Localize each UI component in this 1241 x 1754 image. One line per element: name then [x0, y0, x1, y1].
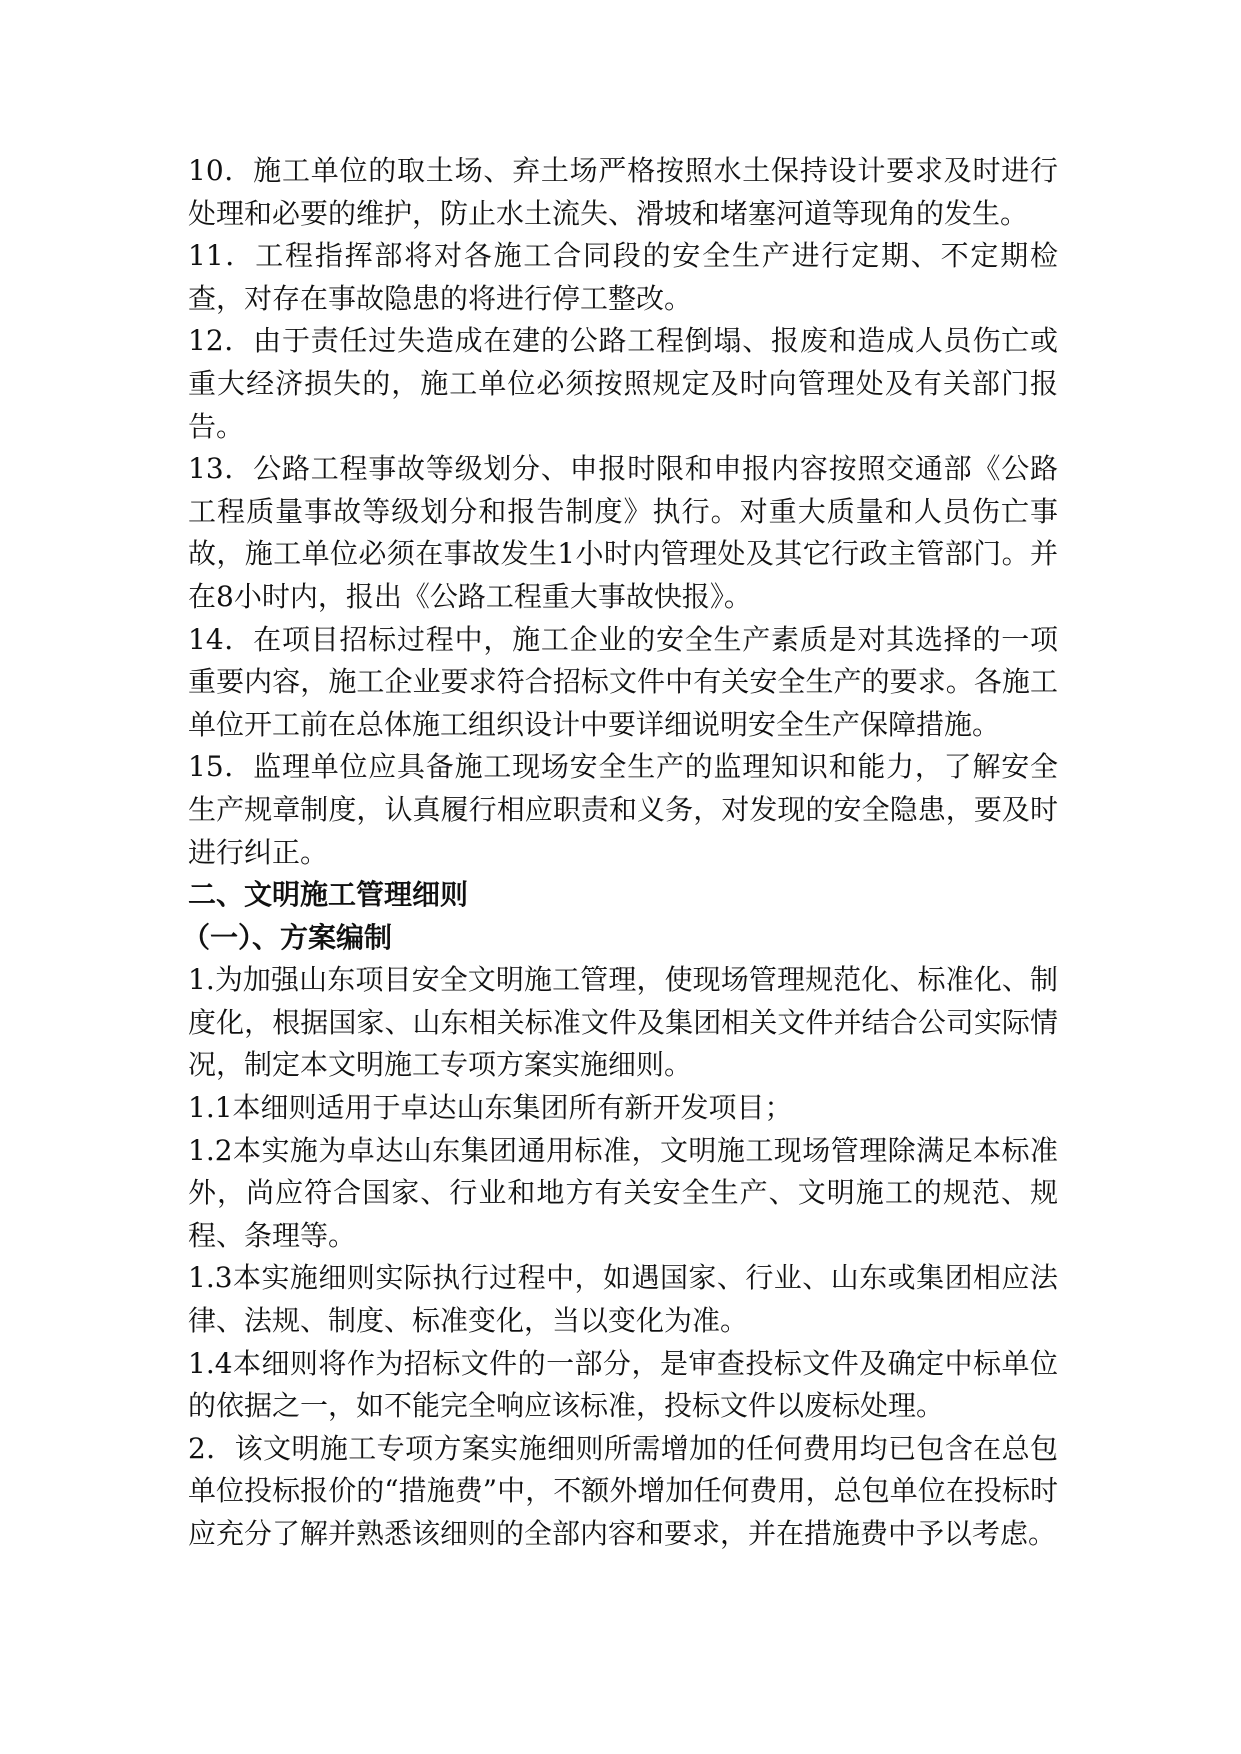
- paragraph-item-1-3: 1.3本实施细则实际执行过程中，如遇国家、行业、山东或集团相应法律、法规、制度、标准变化，当以变化为准。: [188, 1261, 1058, 1338]
- paragraph-item-1-1: 1.1本细则适用于卓达山东集团所有新开发项目；: [188, 1091, 793, 1125]
- subsection-heading: （一）、方案编制: [182, 920, 393, 954]
- paragraph-item-11: 11．工程指挥部将对各施工合同段的安全生产进行定期、不定期检查，对存在事故隐患的将进行停工整改。: [188, 239, 1058, 315]
- paragraph-item-14: 14．在项目招标过程中，施工企业的安全生产素质是对其选择的一项重要内容，施工企业要求符合招标文件中有关安全生产的要求。各施工单位开工前在总体施工组织设计中要详细说明安全生产保障措施。: [188, 622, 1058, 741]
- paragraph-item-12: 12．由于责任过失造成在建的公路工程倒塌、报废和造成人员伤亡或重大经济损失的，施工单位必须按照规定及时向管理处及有关部门报告。: [188, 324, 1058, 443]
- paragraph-item-1: 1.为加强山东项目安全文明施工管理，使现场管理规范化、标准化、制度化，根据国家、山东相关标准文件及集团相关文件并结合公司实际情况，制定本文明施工专项方案实施细则。: [188, 963, 1058, 1082]
- section-heading: 二、文明施工管理细则: [188, 878, 469, 912]
- paragraph-item-10: 10．施工单位的取土场、弃土场严格按照水土保持设计要求及时进行处理和必要的维护，防止水土流失、滑坡和堵塞河道等现角的发生。: [188, 154, 1058, 230]
- paragraph-item-1-4: 1.4本细则将作为招标文件的一部分，是审查投标文件及确定中标单位的依据之一，如不能完全响应该标准，投标文件以废标处理。: [188, 1346, 1058, 1423]
- paragraph-item-1-2: 1.2本实施为卓达山东集团通用标准，文明施工现场管理除满足本标准外，尚应符合国家、行业和地方有关安全生产、文明施工的规范、规程、条理等。: [188, 1133, 1058, 1252]
- paragraph-item-13: 13．公路工程事故等级划分、申报时限和申报内容按照交通部《公路工程质量事故等级划分和报告制度》执行。对重大质量和人员伤亡事故，施工单位必须在事故发生1小时内管理处及其它行政主管部门。并在8小时内，报出《公路工程重大事故快报》。: [188, 452, 1058, 613]
- paragraph-item-2: 2．该文明施工专项方案实施细则所需增加的任何费用均已包含在总包单位投标报价的“措施费”中，不额外增加任何费用，总包单位在投标时应充分了解并熟悉该细则的全部内容和要求，并在措施费中予以考虑。: [188, 1431, 1058, 1550]
- document-page: [182, 150, 1058, 1556]
- paragraph-item-15: 15．监理单位应具备施工现场安全生产的监理知识和能力，了解安全生产规章制度，认真履行相应职责和义务，对发现的安全隐患，要及时进行纠正。: [188, 750, 1058, 869]
